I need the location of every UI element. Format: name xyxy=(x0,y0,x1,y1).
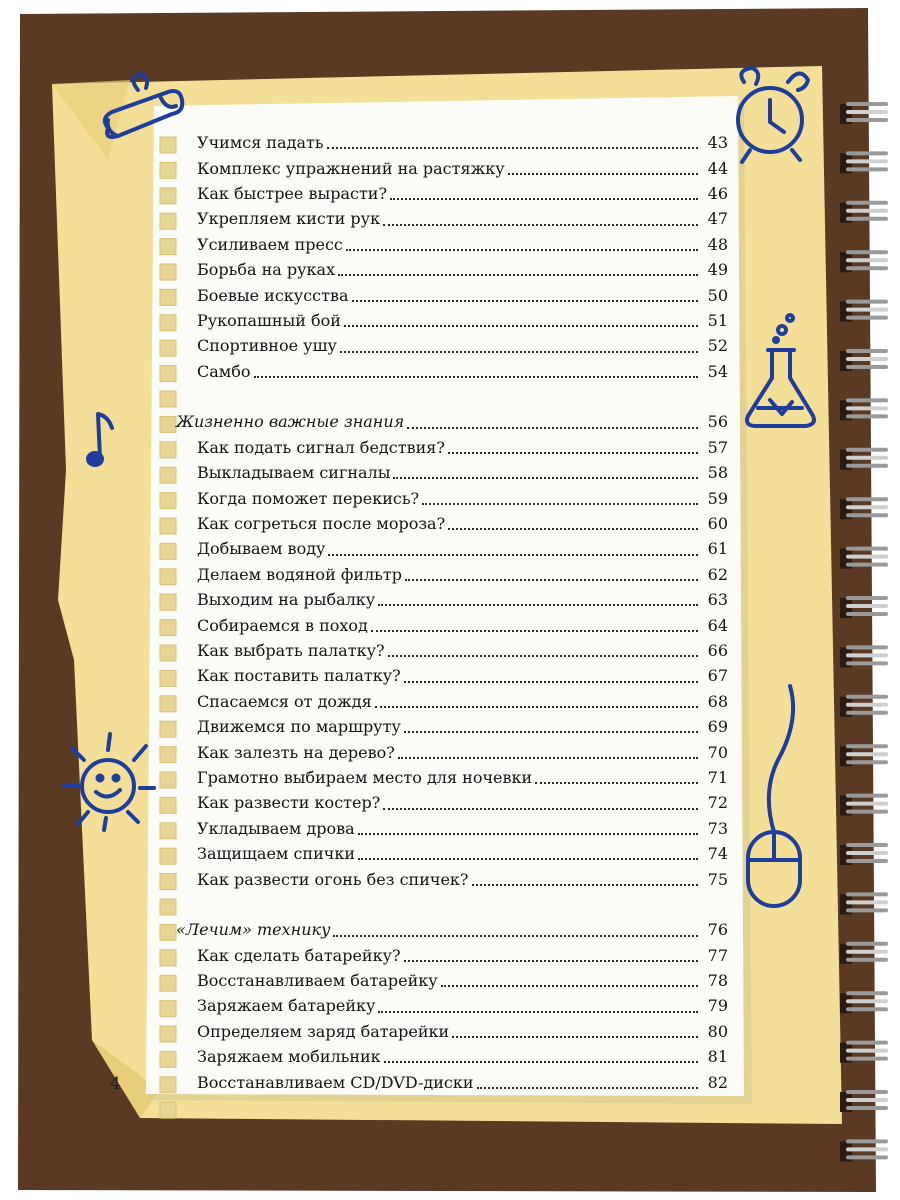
toc-entry-page: 67 xyxy=(707,666,728,686)
toc-entry-title: Собираемся в поход xyxy=(197,615,368,635)
toc-entry xyxy=(176,257,728,282)
bullet-square xyxy=(160,315,176,331)
spiral-ring xyxy=(840,398,888,420)
toc-entry-page: 56 xyxy=(707,412,728,432)
bullet-square xyxy=(160,874,176,890)
toc-entry-page: 44 xyxy=(707,158,728,178)
bullet-square xyxy=(160,416,176,432)
bullet-square xyxy=(160,823,176,839)
bullet-square xyxy=(160,1026,176,1042)
toc-entry xyxy=(176,181,728,206)
bullet-square xyxy=(160,264,176,280)
bullet-square xyxy=(160,239,176,255)
toc-entry-page: 62 xyxy=(707,564,728,584)
spiral-ring xyxy=(840,448,888,470)
toc-entry-title: Выкладываем сигналы xyxy=(197,463,391,483)
toc-entry xyxy=(176,587,728,612)
toc-entry-title: Учимся падать xyxy=(197,133,324,153)
toc-entry-title: Спасаемся от дождя xyxy=(197,691,372,711)
dot-leader xyxy=(452,1020,698,1038)
dot-leader xyxy=(378,995,698,1013)
bullet-square xyxy=(160,797,176,813)
toc-entry-title: Как развести костер? xyxy=(197,793,381,813)
toc-entry xyxy=(176,663,728,688)
bullet-square xyxy=(160,848,176,864)
bullet-square xyxy=(160,442,176,458)
dot-leader xyxy=(477,1071,698,1089)
toc-entry xyxy=(176,359,728,384)
toc-entry xyxy=(176,333,728,358)
toc-entry-title: Восстанавливаем батарейку xyxy=(197,971,438,991)
toc-entry-title: Восстанавливаем CD/DVD-диски xyxy=(197,1072,474,1092)
toc-entry-page: 60 xyxy=(707,514,728,534)
toc-entry xyxy=(176,739,728,764)
toc-entry xyxy=(176,460,728,485)
toc-entry-title: Как выбрать палатку? xyxy=(197,641,385,660)
toc-entry-page: 51 xyxy=(707,310,728,330)
toc-entry xyxy=(176,1069,728,1094)
toc-entry-title: Грамотно выбираем место для ночевки xyxy=(197,767,533,787)
toc-entry-title: Жизненно важные знания xyxy=(176,412,405,432)
toc-entry-title: Как развести огонь без спичек? xyxy=(197,869,469,889)
toc-entry xyxy=(176,816,728,841)
bullet-square xyxy=(160,1077,176,1093)
toc-section-heading xyxy=(176,409,728,434)
toc-entry xyxy=(176,968,728,993)
toc-entry xyxy=(176,282,728,307)
toc-entry-page: 66 xyxy=(707,641,728,660)
dot-leader xyxy=(383,208,698,226)
dot-leader xyxy=(404,665,698,683)
spiral-ring xyxy=(840,300,888,322)
dot-leader xyxy=(375,690,698,708)
toc-entry xyxy=(176,232,728,257)
toc-entry-title: Заряжаем мобильник xyxy=(197,1047,381,1067)
toc-entry xyxy=(176,714,728,739)
toc-entry-page: 73 xyxy=(707,818,728,838)
toc-entry-page: 64 xyxy=(707,615,728,635)
dot-leader xyxy=(340,335,698,353)
bullet-square xyxy=(160,391,176,407)
toc-entry xyxy=(176,308,728,333)
bullet-square xyxy=(160,645,176,661)
toc-entry xyxy=(176,689,728,714)
toc-entry xyxy=(176,536,728,561)
toc-entry-page: 69 xyxy=(707,717,728,737)
toc-entry xyxy=(176,790,728,815)
dot-leader xyxy=(371,614,698,632)
toc-entry xyxy=(176,765,728,790)
spiral-ring xyxy=(840,1041,888,1063)
toc-entry-page: 50 xyxy=(707,285,728,305)
dot-leader xyxy=(358,817,698,835)
toc-entry-page: 59 xyxy=(707,488,728,508)
toc-entry-title: Выходим на рыбалку xyxy=(197,590,376,610)
spiral-ring xyxy=(840,794,888,816)
toc-entry xyxy=(176,866,728,891)
dot-leader xyxy=(422,487,698,505)
toc-entry-title: Как поставить палатку? xyxy=(197,666,401,686)
dot-leader xyxy=(390,182,698,200)
toc-entry xyxy=(176,612,728,637)
dot-leader xyxy=(328,538,698,556)
toc-entry-page: 75 xyxy=(707,869,728,889)
toc-entry xyxy=(176,841,728,866)
bullet-square xyxy=(160,162,176,178)
toc-entry-page: 70 xyxy=(707,742,728,762)
dot-leader xyxy=(384,1045,698,1063)
toc-entry-title: Боевые искусства xyxy=(197,285,349,305)
toc-entry-page: 47 xyxy=(707,209,728,229)
toc-entry-title: Спортивное ушу xyxy=(197,336,337,356)
toc-entry-page: 48 xyxy=(707,234,728,254)
dot-leader xyxy=(346,233,698,251)
dot-leader xyxy=(388,639,698,657)
toc-entry-title: Определяем заряд батарейки xyxy=(197,1021,450,1041)
toc-entry-title: Делаем водяной фильтр xyxy=(197,564,402,584)
toc-entry xyxy=(176,130,728,155)
toc-entry-title: Как сделать батарейку? xyxy=(197,945,401,965)
dot-leader xyxy=(254,360,699,378)
dot-leader xyxy=(407,411,698,429)
toc-entry-title: Заряжаем батарейку xyxy=(197,996,376,1016)
toc-entry-title: Как подать сигнал бедствия? xyxy=(197,437,445,457)
toc-entry-page: 74 xyxy=(707,844,728,864)
toc-entry xyxy=(176,435,728,460)
dot-leader xyxy=(404,715,698,733)
dot-leader xyxy=(448,512,698,530)
bullet-square xyxy=(160,213,176,229)
dot-leader xyxy=(383,792,698,810)
bullet-square xyxy=(160,137,176,153)
toc-entry xyxy=(176,562,728,587)
bullet-square xyxy=(160,772,176,788)
toc-entry xyxy=(176,993,728,1018)
toc-entry-page: 61 xyxy=(707,539,728,559)
bullet-square xyxy=(160,747,176,763)
bullet-square xyxy=(160,1102,176,1118)
toc-entry-page: 54 xyxy=(707,361,728,381)
spiral-ring xyxy=(840,744,888,766)
toc-entry-page: 43 xyxy=(707,133,728,153)
toc-entry-title: Добываем воду xyxy=(197,539,326,559)
toc-entry-page: 52 xyxy=(707,336,728,356)
spiral-ring xyxy=(840,991,888,1013)
table-of-contents xyxy=(176,130,728,1095)
toc-entry-page: 76 xyxy=(707,920,728,940)
dot-leader xyxy=(398,741,698,759)
spiral-ring xyxy=(840,201,888,223)
spiral-ring xyxy=(840,1139,888,1161)
bullet-square xyxy=(160,340,176,356)
toc-entry-title: Самбо xyxy=(197,361,251,381)
bullet-square xyxy=(160,670,176,686)
bullet-square xyxy=(160,467,176,483)
toc-entry-title: Усиливаем пресс xyxy=(197,234,343,254)
toc-entry xyxy=(176,1019,728,1044)
bullet-square xyxy=(160,696,176,712)
dot-leader xyxy=(352,284,698,302)
spiral-ring xyxy=(840,547,888,569)
spiral-ring xyxy=(840,843,888,865)
toc-entry-page: 80 xyxy=(707,1021,728,1041)
spiral-ring xyxy=(840,151,888,173)
spiral-ring xyxy=(840,102,888,124)
spiral-ring xyxy=(840,695,888,717)
bullet-square xyxy=(160,620,176,636)
toc-entry xyxy=(176,206,728,231)
toc-entry-page: 81 xyxy=(707,1047,728,1067)
bullet-square xyxy=(160,1051,176,1067)
toc-entry-page: 71 xyxy=(707,767,728,787)
toc-entry-page: 77 xyxy=(707,945,728,965)
bullet-square xyxy=(160,594,176,610)
dot-leader xyxy=(378,588,698,606)
page-number: 4 xyxy=(110,1074,121,1094)
spiral-ring xyxy=(840,892,888,914)
toc-entry xyxy=(176,155,728,180)
toc-entry-page: 63 xyxy=(707,590,728,610)
spiral-ring xyxy=(840,1090,888,1112)
bullet-square xyxy=(160,518,176,534)
bullet-square xyxy=(160,975,176,991)
toc-entry xyxy=(176,943,728,968)
bullet-square xyxy=(160,899,176,915)
bullet-square xyxy=(160,569,176,585)
toc-entry-title: Движемся по маршруту xyxy=(197,717,401,737)
toc-entry-page: 82 xyxy=(707,1072,728,1092)
spiral-ring xyxy=(840,645,888,667)
dot-leader xyxy=(441,969,698,987)
toc-entry-page: 79 xyxy=(707,996,728,1016)
toc-entry-title: Как быстрее вырасти? xyxy=(197,183,388,203)
dot-leader xyxy=(535,766,698,784)
toc-entry-page: 68 xyxy=(707,691,728,711)
toc-entry-title: Укладываем дрова xyxy=(197,818,355,838)
spiral-ring xyxy=(840,349,888,371)
toc-entry xyxy=(176,638,728,663)
spiral-ring xyxy=(840,250,888,272)
toc-entry-title: Комплекс упражнений на растяжку xyxy=(197,158,505,178)
dot-leader xyxy=(344,309,698,327)
dot-leader xyxy=(327,131,698,149)
dot-leader xyxy=(393,461,698,479)
toc-entry-title: Как залезть на дерево? xyxy=(197,742,395,762)
toc-entry-page: 58 xyxy=(707,463,728,483)
bullet-square xyxy=(160,188,176,204)
dot-leader xyxy=(508,157,698,175)
dot-leader xyxy=(358,842,698,860)
toc-entry-title: Как согреться после мороза? xyxy=(197,514,446,534)
toc-entry-page: 49 xyxy=(707,260,728,280)
bullet-square xyxy=(160,289,176,305)
toc-entry-title: Борьба на руках xyxy=(197,260,336,280)
bullet-square xyxy=(160,493,176,509)
bullet-square xyxy=(160,366,176,382)
bullet-square xyxy=(160,543,176,559)
toc-entry-page: 78 xyxy=(707,971,728,991)
toc-entry xyxy=(176,511,728,536)
bullet-square xyxy=(160,950,176,966)
toc-entry xyxy=(176,1044,728,1069)
toc-entry-title: Когда поможет перекись? xyxy=(197,488,420,508)
bullet-square xyxy=(160,1001,176,1017)
toc-entry-page: 72 xyxy=(707,793,728,813)
toc-entry-title: Рукопашный бой xyxy=(197,310,341,330)
dot-leader xyxy=(448,436,698,454)
dot-leader xyxy=(472,868,699,886)
dot-leader xyxy=(338,258,698,276)
spiral-ring xyxy=(840,596,888,618)
bullet-square xyxy=(160,721,176,737)
toc-entry-title: Укрепляем кисти рук xyxy=(197,209,381,229)
toc-entry-page: 57 xyxy=(707,437,728,457)
toc-entry-page: 46 xyxy=(707,183,728,203)
dot-leader xyxy=(404,944,698,962)
spiral-ring xyxy=(840,942,888,964)
toc-entry-title: Защищаем спички xyxy=(197,844,355,864)
dot-leader xyxy=(405,563,698,581)
dot-leader xyxy=(333,919,698,937)
toc-section-heading xyxy=(176,917,728,942)
spiral-ring xyxy=(840,497,888,519)
bullet-square xyxy=(160,924,176,940)
toc-entry-title: «Лечим» технику xyxy=(176,920,331,940)
toc-entry xyxy=(176,485,728,510)
